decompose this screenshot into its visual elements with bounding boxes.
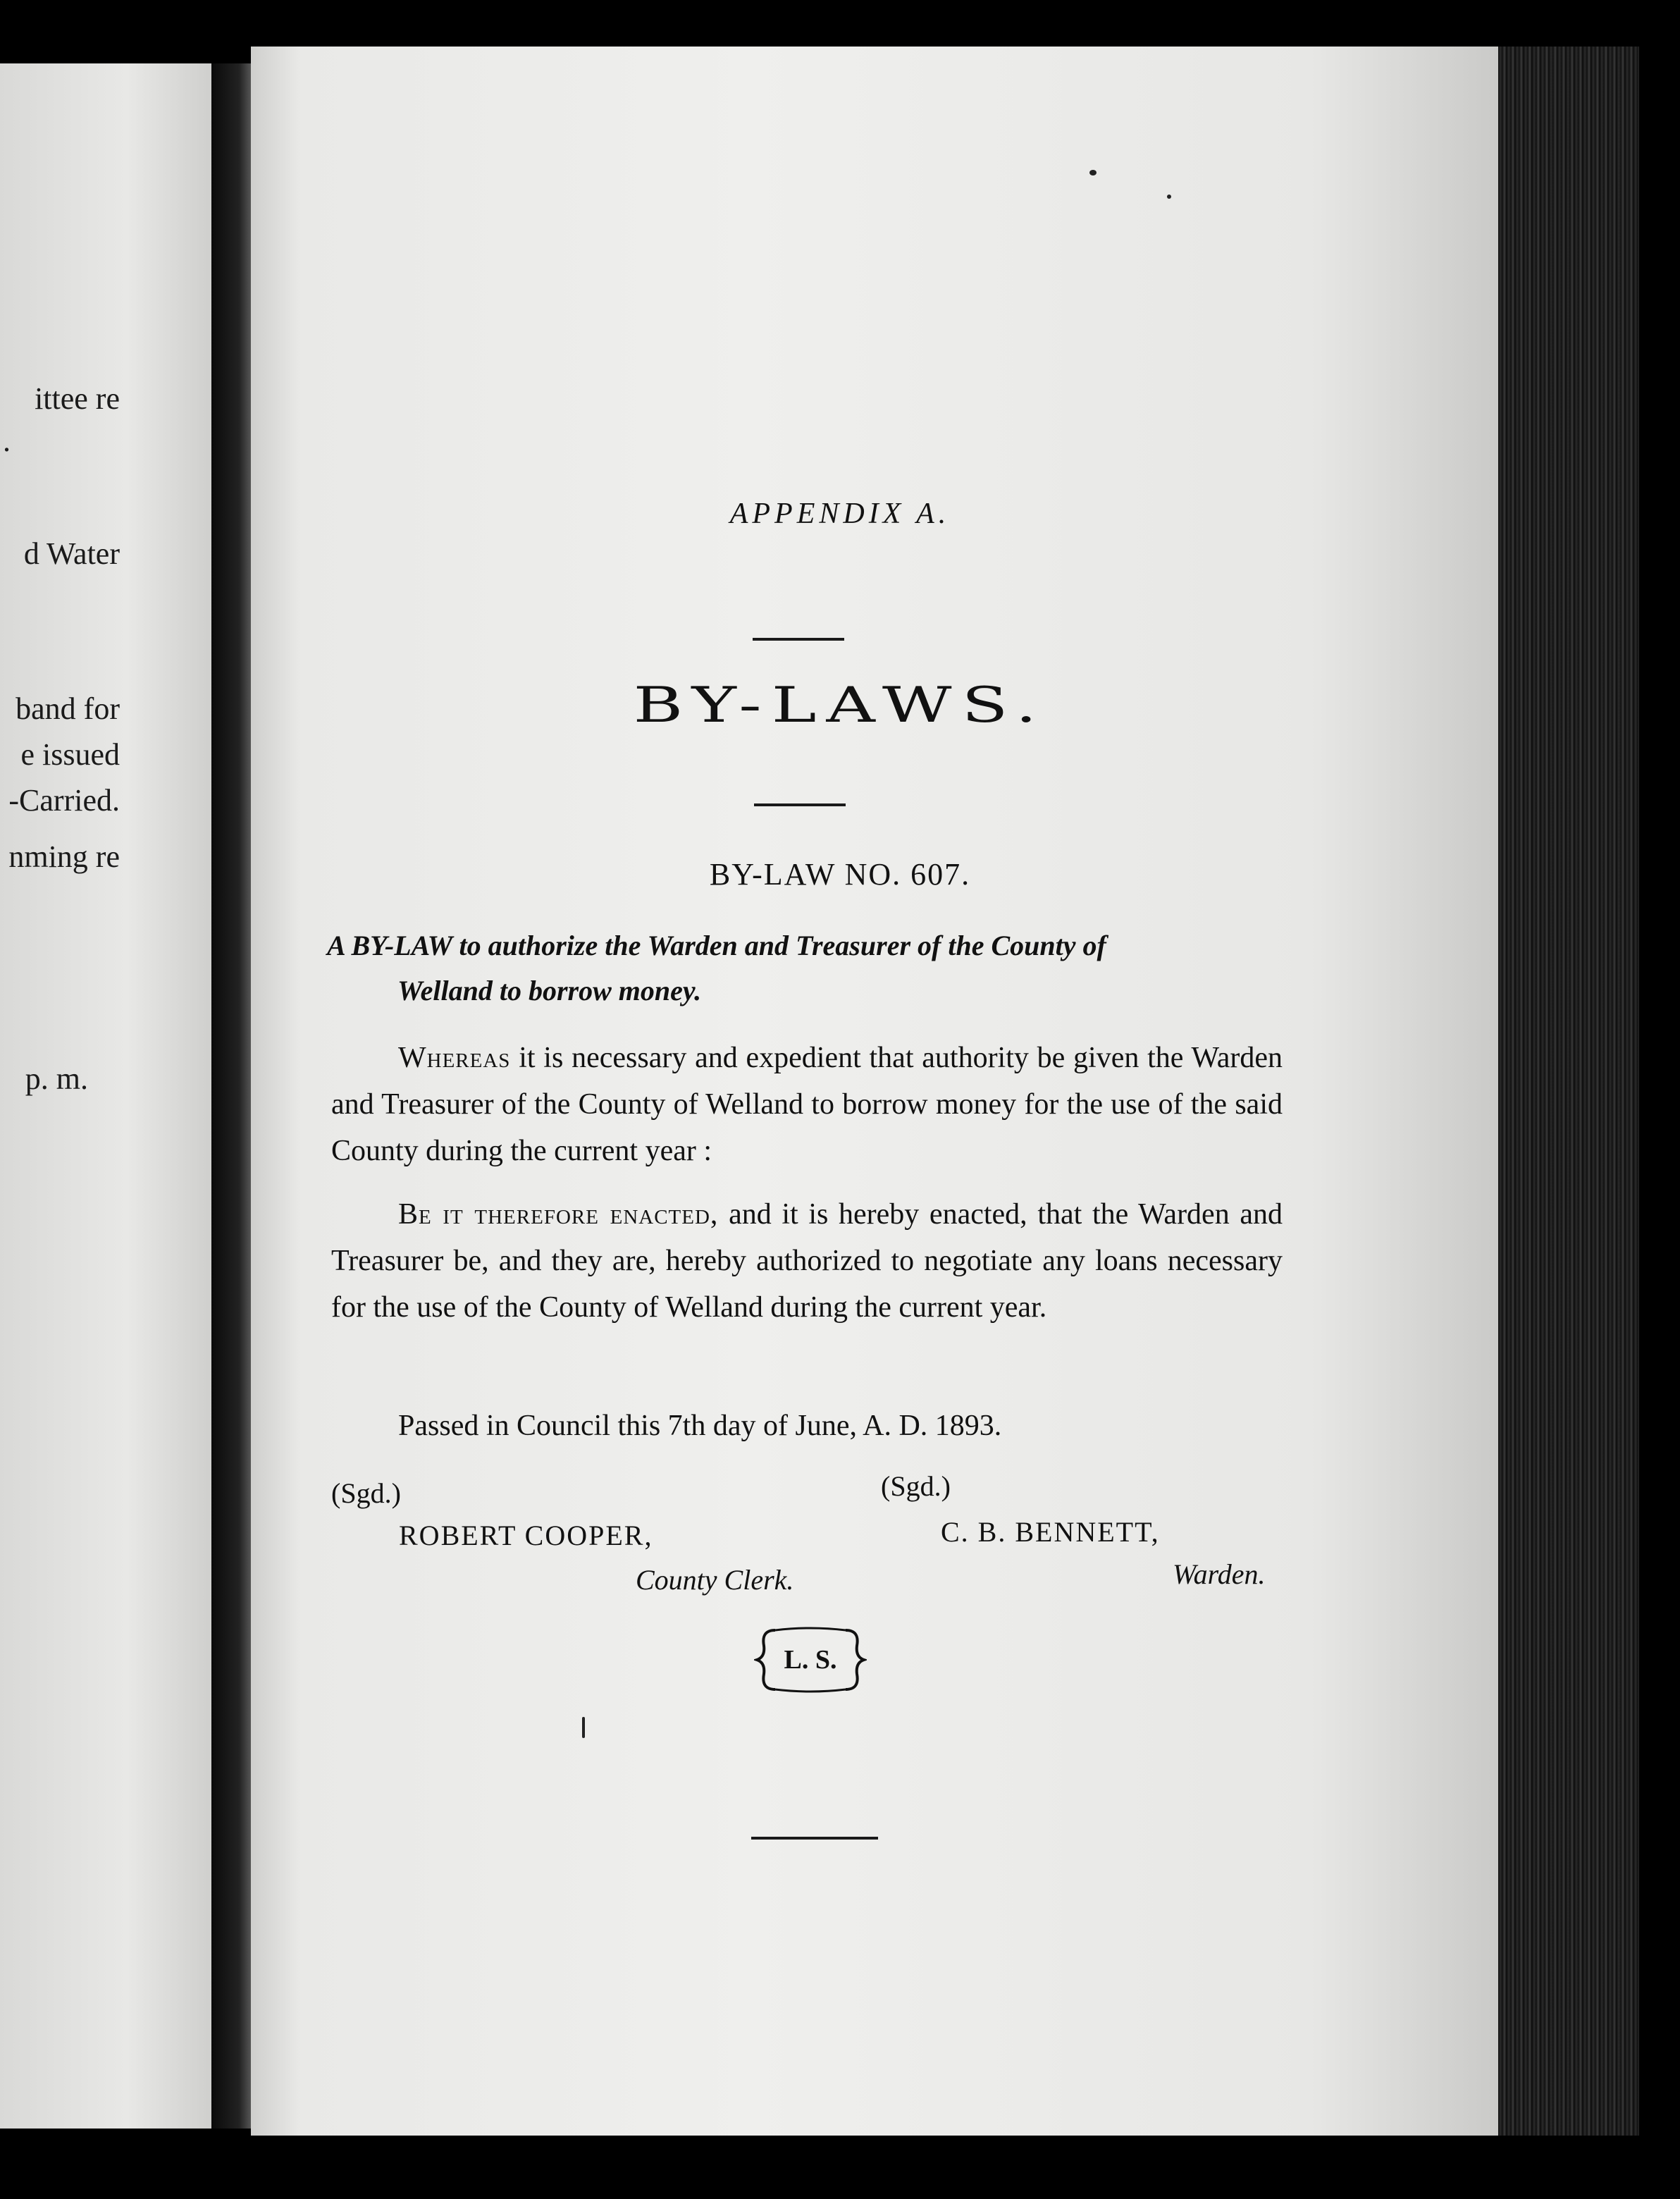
seal-text: L. S. [784,1645,837,1675]
warden-title: Warden. [1173,1558,1266,1590]
left-fragment-2: . [3,424,11,458]
enacted-lead-words: Be it therefore enacted, [398,1198,719,1231]
warden-name: C. B. BENNETT, [941,1516,1160,1548]
left-sgd: (Sgd.) [331,1477,401,1509]
print-speck [582,1717,585,1738]
seal-mark [754,1625,867,1695]
preamble-line-2: Welland to borrow money. [397,975,702,1006]
left-fragment-7: nming re [8,839,120,874]
right-sgd: (Sgd.) [881,1470,951,1502]
enacted-text: and it is hereby enacted, that the Warden and Treasurer be, and they are, hereby authorized to negotiate any loans necessary for the use of the County of Welland during the current year. [331,1198,1283,1324]
page-title: BY-LAWS. [633,677,1047,734]
left-fragment-1: ittee re [35,381,120,416]
left-fragment-4: band for [16,691,120,726]
bylaw-number: BY-LAW NO. 607. [709,857,971,892]
clerk-name: ROBERT COOPER, [399,1520,653,1551]
print-speck [1089,170,1097,175]
left-fragment-8: p. m. [25,1061,88,1096]
whereas-lead-word: Whereas [398,1042,511,1074]
whereas-paragraph [331,1035,1283,1174]
appendix-heading: APPENDIX A. [729,498,951,530]
bylaw-preamble [327,923,1285,1014]
heading-rule [753,638,844,641]
enacted-paragraph [331,1191,1283,1331]
left-fragment-6: -Carried. [8,783,120,818]
preamble-line-1: A BY-LAW to authorize the Warden and Treasurer of the County of [327,930,1106,961]
clerk-title: County Clerk. [636,1564,794,1596]
print-speck [1167,195,1171,199]
page-block-edge [1498,47,1639,2136]
title-rule [754,803,846,806]
left-fragment-5: e issued [20,737,120,772]
whereas-text: it is necessary and expedient that authority be given the Warden and Treasurer of the County of Welland to borrow money for the use of the said County during the current year : [331,1042,1283,1167]
passed-line: Passed in Council this 7th day of June, A. D. 1893. [398,1410,1002,1442]
left-facing-page [0,63,211,2129]
left-fragment-3: d Water [23,536,120,571]
closing-rule [751,1837,878,1840]
book-gutter [211,63,251,2129]
